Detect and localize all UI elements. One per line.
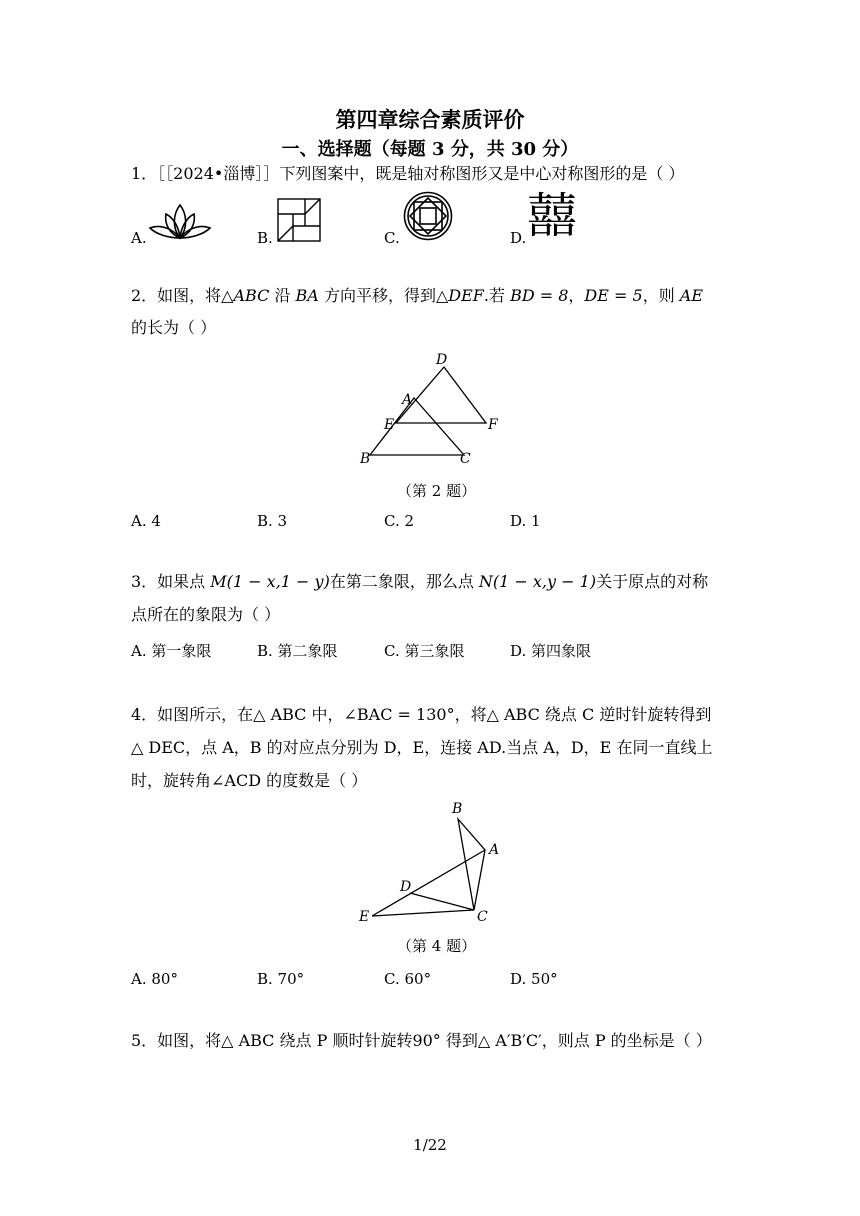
q4-option-a: A. 80°	[131, 970, 178, 988]
q3-option-b: B. 第二象限	[257, 642, 338, 660]
q1-option-b-label: B.	[257, 229, 273, 247]
q2-option-d: D. 1	[510, 512, 541, 530]
q4-option-b: B. 70°	[257, 970, 305, 988]
q4-figure-caption: （第 4 题）	[397, 937, 477, 955]
q4-label-e: E	[359, 909, 370, 925]
q1-option-a-label: A.	[131, 229, 147, 247]
question-2-line-1: 2．如图，将△ABC 沿 BA 方向平移，得到△DEF.若 BD = 8，DE = 5，则 AE	[131, 286, 704, 305]
q3-option-a: A. 第一象限	[131, 642, 212, 660]
page-title: 第四章综合素质评价	[335, 107, 525, 132]
q3-option-c: C. 第三象限	[384, 642, 465, 660]
question-1-text: 1．［［2024•淄博］］下列图案中，既是轴对称图形又是中心对称图形的是（ ）	[131, 164, 685, 183]
q4-option-c: C. 60°	[384, 970, 432, 988]
section-heading: 一、选择题（每题 3 分，共 30 分）	[281, 139, 579, 160]
question-3-line-1: 3．如果点 M(1 − x,1 − y)在第二象限，那么点 N(1 − x,y − 1)关于原点的对称	[131, 572, 709, 591]
q4-label-c: C	[477, 909, 488, 925]
q2-label-f: F	[488, 417, 498, 433]
question-4-line-2: △ DEC，点 A，B 的对应点分别为 D，E，连接 AD.当点 A，D，E 在同一直线上	[131, 738, 713, 757]
q4-rotation-figure	[350, 800, 510, 930]
double-happiness-icon: 囍	[526, 188, 578, 244]
q3-option-d: D. 第四象限	[510, 642, 592, 660]
q1-option-d-label: D.	[510, 229, 527, 247]
question-2-line-2: 的长为（ ）	[131, 318, 217, 337]
q1-option-c-label: C.	[384, 229, 400, 247]
question-3-line-2: 点所在的象限为（ ）	[131, 605, 281, 624]
circle-square-pattern-icon	[403, 191, 453, 241]
q2-option-a: A. 4	[131, 512, 161, 530]
q2-label-c: C	[460, 451, 471, 467]
q2-label-d: D	[436, 352, 448, 368]
q4-option-d: D. 50°	[510, 970, 558, 988]
q2-option-b: B. 3	[257, 512, 288, 530]
q2-label-b: B	[360, 451, 371, 467]
q2-label-a: A	[402, 392, 413, 408]
q2-label-e: E	[384, 417, 395, 433]
q2-translation-figure	[350, 345, 510, 475]
question-5-text: 5．如图，将△ ABC 绕点 P 顺时针旋转90° 得到△ A′B′C′，则点 P 的坐标是（ ）	[131, 1031, 712, 1050]
q4-label-a: A	[489, 842, 500, 858]
question-4-line-3: 时，旋转角∠ACD 的度数是（ ）	[131, 771, 368, 790]
pinwheel-square-icon	[277, 198, 321, 242]
page-number: 1/22	[413, 1136, 447, 1154]
question-4-line-1: 4．如图所示，在△ ABC 中，∠BAC = 130°，将△ ABC 绕点 C 逆时针旋转得到	[131, 705, 712, 724]
q4-label-b: B	[452, 801, 463, 817]
q4-label-d: D	[400, 879, 412, 895]
q2-figure-caption: （第 2 题）	[397, 482, 477, 500]
q2-option-c: C. 2	[384, 512, 415, 530]
lotus-icon	[146, 202, 214, 242]
